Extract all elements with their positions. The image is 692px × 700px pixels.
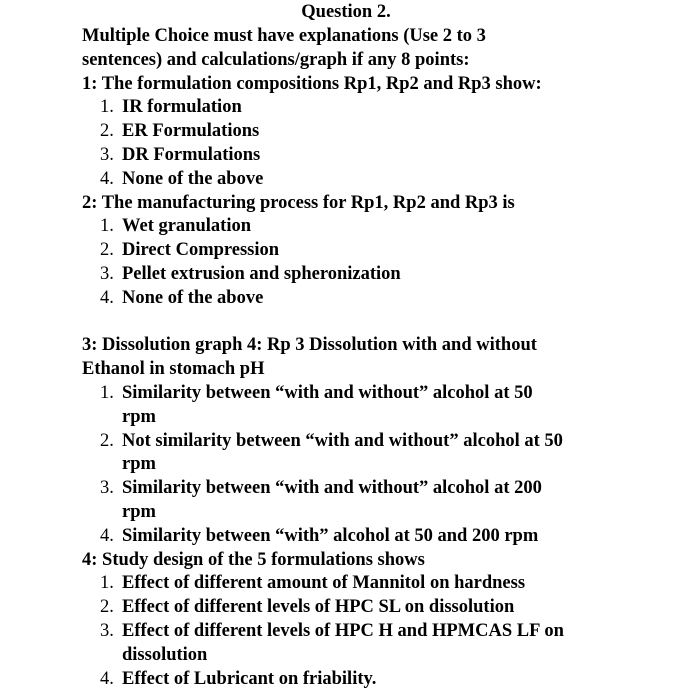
option-text: Similarity between “with and without” alcohol at 50 xyxy=(122,382,533,403)
option-text: rpm xyxy=(122,501,156,522)
question-content xyxy=(82,25,672,691)
option-number: 4. xyxy=(100,668,114,689)
option-1[interactable] xyxy=(82,572,672,596)
option-4[interactable] xyxy=(82,525,672,549)
option-number: 2. xyxy=(100,240,114,261)
option-text: dissolution xyxy=(122,644,208,665)
option-text: Effect of different amount of Mannitol on hardness xyxy=(122,573,526,594)
option-4[interactable] xyxy=(82,168,672,192)
option-number: 1. xyxy=(100,573,114,594)
option-text: Effect of Lubricant on friability. xyxy=(122,668,377,689)
question-1-options xyxy=(82,96,672,191)
question-2-stem: 2: The manufacturing process for Rp1, Rp2 and Rp3 is xyxy=(82,192,515,213)
option-text: Similarity between “with and without” alcohol at 200 xyxy=(122,478,542,499)
option-3[interactable] xyxy=(82,144,672,168)
option-3[interactable] xyxy=(82,263,672,287)
question-4 xyxy=(82,549,672,692)
question-2 xyxy=(82,192,672,311)
option-3[interactable] xyxy=(82,620,672,668)
question-4-options xyxy=(82,572,672,691)
option-text: Effect of different levels of HPC H and HPMCAS LF on xyxy=(122,620,564,641)
option-2[interactable] xyxy=(82,239,672,263)
option-4[interactable] xyxy=(82,668,672,692)
question-1 xyxy=(82,73,672,192)
question-2-options xyxy=(82,215,672,310)
option-1[interactable] xyxy=(82,382,672,430)
option-text: IR formulation xyxy=(122,97,242,118)
option-number: 1. xyxy=(100,382,114,403)
option-text: DR Formulations xyxy=(122,144,261,165)
question-3-stem: Ethanol in stomach pH xyxy=(82,359,265,380)
option-text: None of the above xyxy=(122,287,264,308)
option-number: 2. xyxy=(100,597,114,618)
option-text: ER Formulations xyxy=(122,121,260,142)
option-text: None of the above xyxy=(122,168,264,189)
option-number: 4. xyxy=(100,525,114,546)
option-number: 3. xyxy=(100,478,114,499)
option-number: 1. xyxy=(100,216,114,237)
option-number: 4. xyxy=(100,287,114,308)
question-1-stem: 1: The formulation compositions Rp1, Rp2 and Rp3 show: xyxy=(82,73,542,94)
option-text: rpm xyxy=(122,454,156,475)
option-2[interactable] xyxy=(82,120,672,144)
question-3-stem: 3: Dissolution graph 4: Rp 3 Dissolution with and without xyxy=(82,335,537,356)
option-number: 3. xyxy=(100,263,114,284)
option-1[interactable] xyxy=(82,96,672,120)
option-text: Similarity between “with” alcohol at 50 and 200 rpm xyxy=(122,525,539,546)
option-number: 4. xyxy=(100,168,114,189)
option-text: Not similarity between “with and without” alcohol at 50 xyxy=(122,430,563,451)
option-number: 2. xyxy=(100,121,114,142)
option-number: 3. xyxy=(100,620,114,641)
option-number: 2. xyxy=(100,430,114,451)
blank-line xyxy=(82,311,672,335)
option-text: Effect of different levels of HPC SL on dissolution xyxy=(122,597,515,618)
option-1[interactable] xyxy=(82,215,672,239)
option-number: 3. xyxy=(100,144,114,165)
question-3-options xyxy=(82,382,672,549)
option-text: Direct Compression xyxy=(122,240,280,261)
option-3[interactable] xyxy=(82,477,672,525)
option-text: Pellet extrusion and spheronization xyxy=(122,263,401,284)
option-2[interactable] xyxy=(82,596,672,620)
option-text: rpm xyxy=(122,406,156,427)
option-4[interactable] xyxy=(82,287,672,311)
question-title: Question 2. xyxy=(301,2,391,22)
question-3 xyxy=(82,334,672,548)
question-4-stem: 4: Study design of the 5 formulations shows xyxy=(82,549,425,570)
option-number: 1. xyxy=(100,97,114,118)
option-text: Wet granulation xyxy=(122,216,251,237)
instructions-line: sentences) and calculations/graph if any 8 points: xyxy=(82,49,470,70)
option-2[interactable] xyxy=(82,430,672,478)
instructions-line: Multiple Choice must have explanations (Use 2 to 3 xyxy=(82,26,486,46)
